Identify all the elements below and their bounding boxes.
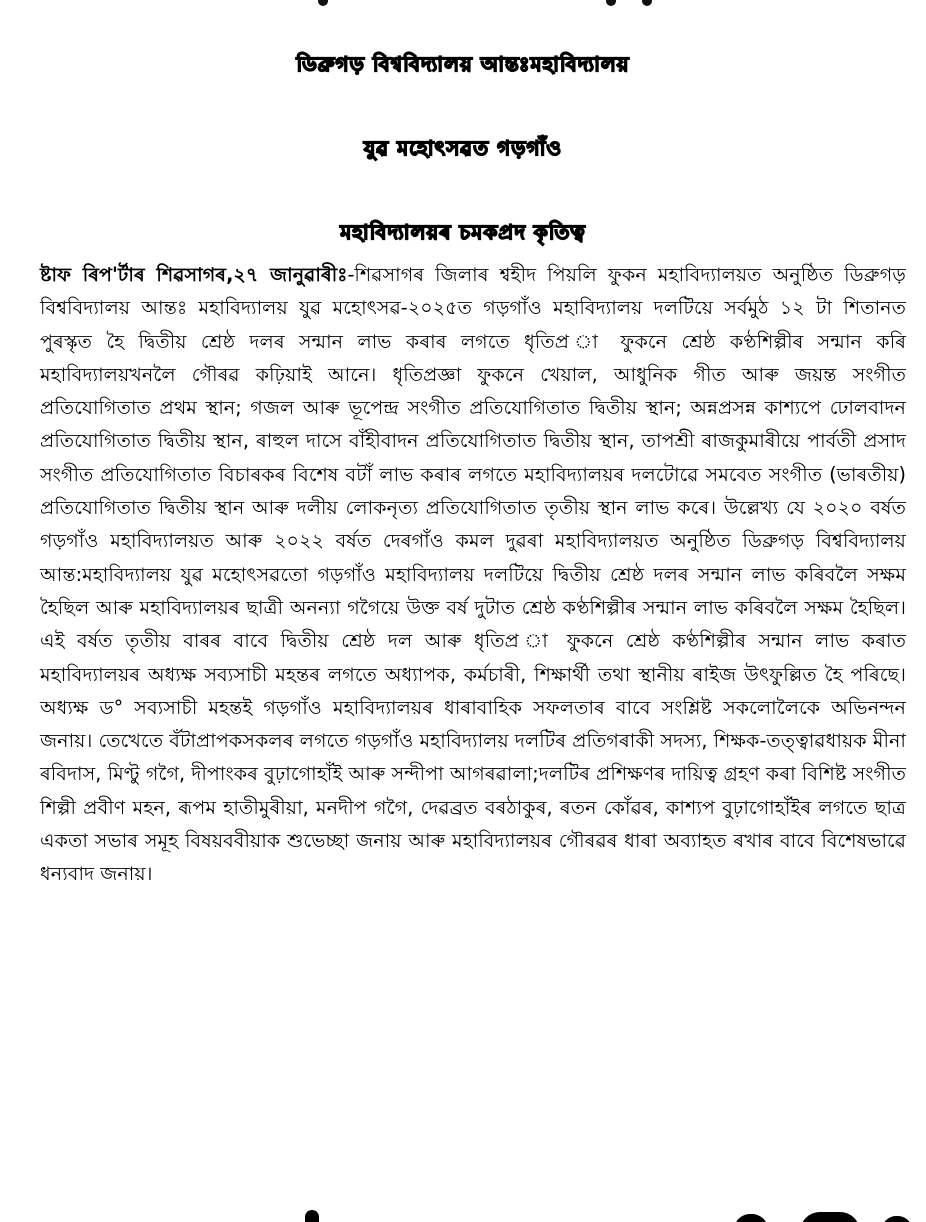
cut-off-glyph (318, 0, 328, 6)
article-byline: ষ্টাফ ৰিপ'ৰ্টাৰ শিৱসাগৰ,২৭ জানুৱাৰীঃ (40, 263, 348, 286)
cut-off-glyph (734, 1214, 768, 1222)
headline-line-2: যুৱ মহোৎসৱত গড়গাঁও (363, 136, 563, 160)
cut-off-glyph (882, 1216, 912, 1222)
headline-line-1: ডিব্ৰুগড় বিশ্ববিদ্যালয় আন্তঃমহাবিদ্যালয় (296, 52, 630, 76)
cut-off-glyph (800, 1212, 860, 1222)
previous-article-fragment (0, 0, 926, 18)
cut-off-glyph (606, 0, 616, 6)
headline-line-3: মহাবিদ্যালয়ৰ চমকপ্ৰদ কৃতিত্ব (340, 220, 586, 244)
article-text: -শিৱসাগৰ জিলাৰ শ্বহীদ পিয়লি ফুকন মহাবিদ্যালয়ত অনুষ্ঠিত ডিব্ৰুগড় বিশ্ববিদ্যালয় আন্তঃ মহাবিদ্যালয় যুৱ মহোৎসৱ-২০২৫ত গড়গাঁও মহাবিদ্যালয় দলটিয়ে সৰ্বমুঠ ১২ টা শিতানত পুৰস্কৃত হৈ দ্বিতীয় শ্ৰেষ্ঠ দলৰ সন্মান লাভ কৰাৰ লগতে ধৃতিপ্ৰ া ফুকনে শ্ৰেষ্ঠ কণ্ঠশিল্পীৰ সন্মান কৰি মহাবিদ্যালয়খনলৈ গৌৰৱ কঢ়িয়াই আনে। ধৃতিপ্ৰজ্ঞা ফুকনে খেয়াল, আধুনিক গীত আৰু জয়ন্ত সংগীত প্ৰতিযোগিতাত প্ৰথম স্থান; গজল আৰু ভূপেন্দ্ৰ সংগীত প্ৰতিযোগিতাত দ্বিতীয় স্থান; অন্নপ্ৰসন্ন কাশ্যপে ঢোলবাদন প্ৰতিযোগিতাত দ্বিতীয় স্থান, ৰাহুল দাসে বাঁহীবাদন প্ৰতিযোগিতাত দ্বিতীয় স্থান, তাপশ্ৰী ৰাজকুমাৰীয়ে পাৰ্বতী প্ৰসাদ সংগীত প্ৰতিযোগিতাত বিচাৰকৰ বিশেষ বটাঁ লাভ কৰাৰ লগতে মহাবিদ্যালয়ৰ দলটোৱে সমবেত সংগীত (ভাৰতীয়) প্ৰতিযোগিতাত দ্বিতীয় স্থান আৰু দলীয় লোকনৃত্য প্ৰতিযোগিতাত তৃতীয় স্থান লাভ কৰে। উল্লেখ্য যে ২০২০ বৰ্ষত গড়গাঁও মহাবিদ্যালয়ত আৰু ২০২২ বৰ্ষত দেৰগাঁও কমল দুৱৰা মহাবিদ্যালয়ত অনুষ্ঠিত ডিব্ৰুগড় বিশ্ববিদ্যালয় আন্ত:মহাবিদ্যালয় যুৱ মহোৎসৱতো গড়গাঁও মহাবিদ্যালয় দলটিয়ে দ্বিতীয় শ্ৰেষ্ঠ দলৰ সন্মান লাভ কৰিবলৈ সক্ষম হৈছিল আৰু মহাবিদ্যালয়ৰ ছাত্ৰী অনন্যা গগৈয়ে উক্ত বৰ্ষ দুটাত শ্ৰেষ্ঠ কণ্ঠশিল্পীৰ সন্মান লাভ কৰিবলৈ সক্ষম হৈছিল। এই বৰ্ষত তৃতীয় বাৰৰ বাবে দ্বিতীয় শ্ৰেষ্ঠ দল আৰু ধৃতিপ্ৰ া ফুকনে শ্ৰেষ্ঠ কণ্ঠশিল্পীৰ সন্মান লাভ কৰাত মহাবিদ্যালয়ৰ অধ্যক্ষ সব্যসাচী মহন্তৰ লগতে অধ্যাপক, কৰ্মচাৰী, শিক্ষাৰ্থী তথা স্থানীয় ৰাইজ উৎফুল্লিত হৈ পৰিছে। অধ্যক্ষ ড° সব্যসাচী মহন্তই গড়গাঁও মহাবিদ্যালয়ৰ ধাৰাবাহিক সফলতাৰ বাবে সংশ্লিষ্ট সকলোলৈকে অভিনন্দন জনায়। তেখেতে বঁটাপ্ৰাপকসকলৰ লগতে গড়গাঁও মহাবিদ্যালয় দলটিৰ প্ৰতিগৰাকী সদস্য, শিক্ষক-তত্ত্বাৱধায়ক মীনা ৰবিদাস, মিণ্টু গগৈ, দীপাংকৰ বুঢ়াগোহাঁই আৰু সন্দীপা আগৰৱালা;দলটিৰ প্ৰশিক্ষণৰ দায়িত্ব গ্ৰহণ কৰা বিশিষ্ট সংগীত শিল্পী প্ৰবীণ মহন, ৰূপম হাতীমুৰীয়া, মনদীপ গগৈ, দেৱব্ৰত বৰঠাকুৰ, ৰতন কোঁৱৰ, কাশ্যপ বুঢ়াগোহাঁইৰ লগতে ছাত্ৰ একতা সভাৰ সমূহ বিষয়ববীয়াক শুভেচ্ছা জনায় আৰু মহাবিদ্যালয়ৰ গৌৰৱৰ ধাৰা অব্যাহত ৰখাৰ বাবে বিশেষভাৱে ধন্যবাদ জনায়। (40, 263, 906, 886)
cut-off-glyph (305, 1210, 319, 1222)
article-body (40, 258, 906, 891)
next-article-fragment (0, 1200, 926, 1222)
article-headline (0, 22, 926, 274)
cut-off-glyph (642, 0, 652, 6)
